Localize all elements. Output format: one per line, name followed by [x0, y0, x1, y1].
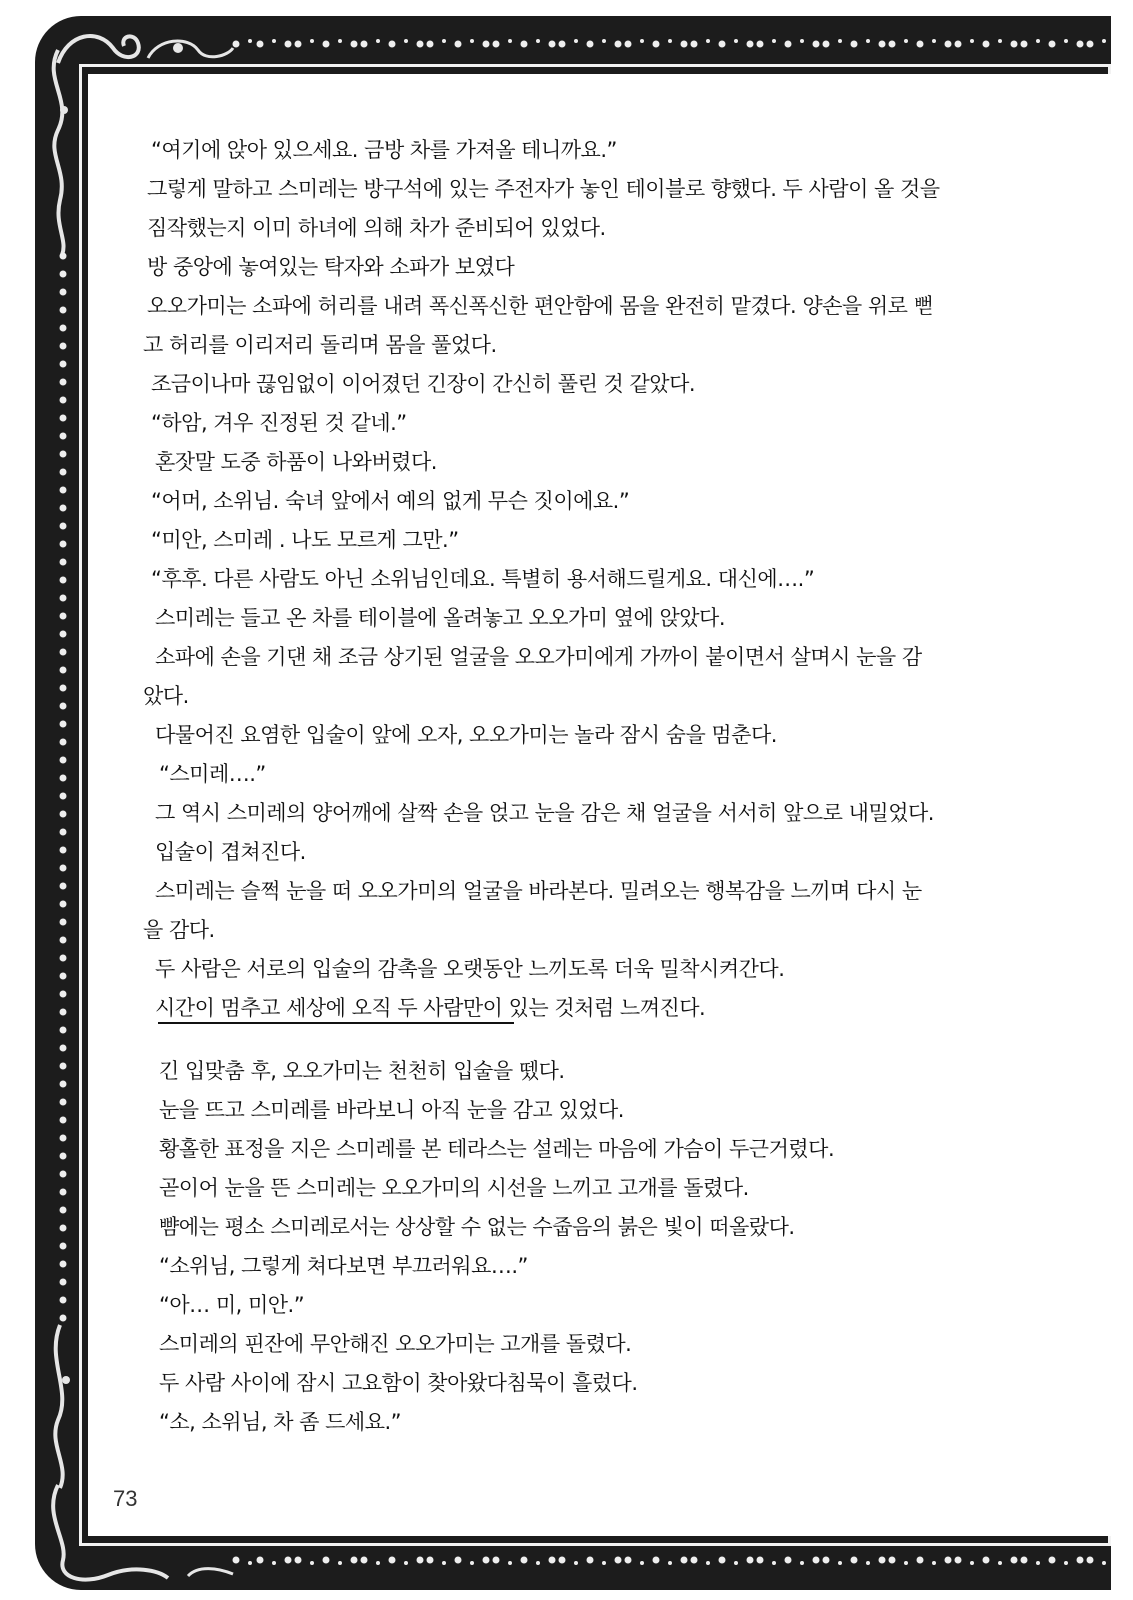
text-line: 짐작했는지 이미 하녀에 의해 차가 준비되어 있었다. — [147, 216, 606, 240]
bottom-dot-border — [230, 1552, 1110, 1568]
text-line: 았다. — [143, 684, 189, 708]
text-line: 곧이어 눈을 뜬 스미레는 오오가미의 시선을 느끼고 고개를 돌렸다. — [159, 1176, 749, 1200]
text-line: “아… 미, 미안.” — [159, 1293, 305, 1317]
left-dot-border — [55, 250, 71, 1330]
text-line: 조금이나마 끊임없이 이어졌던 긴장이 간신히 풀린 것 같았다. — [151, 372, 696, 396]
text-line: 스미레의 핀잔에 무안해진 오오가미는 고개를 돌렸다. — [159, 1332, 632, 1356]
text-line: 혼잣말 도중 하품이 나와버렸다. — [155, 450, 437, 474]
corner-flourish-left-bottom — [38, 1320, 80, 1490]
text-line: 오오가미는 소파에 허리를 내려 폭신폭신한 편안함에 몸을 완전히 맡겼다. 양손을 위로 뻗 — [147, 294, 934, 318]
text-line: 방 중앙에 놓여있는 탁자와 소파가 보였다 — [147, 255, 515, 279]
text-line: 스미레는 들고 온 차를 테이블에 올려놓고 오오가미 옆에 앉았다. — [155, 606, 726, 630]
text-line: “후후. 다른 사람도 아닌 소위님인데요. 특별히 용서해드릴게요. 대신에….” — [151, 567, 815, 591]
text-line: 그 역시 스미레의 양어깨에 살짝 손을 얹고 눈을 감은 채 얼굴을 서서히 앞으로 내밀었다. — [155, 801, 934, 825]
text-line: 시간이 멈추고 세상에 오직 두 사람만이 있는 것처럼 느껴진다. — [155, 996, 706, 1020]
text-line: “미안, 스미레 . 나도 모르게 그만.” — [151, 528, 459, 552]
text-line: 그렇게 말하고 스미레는 방구석에 있는 주전자가 놓인 테이블로 향했다. 두 사람이 올 것을 — [147, 177, 940, 201]
text-line: 황홀한 표정을 지은 스미레를 본 테라스는 설레는 마음에 가슴이 두근거렸다. — [159, 1137, 835, 1161]
text-line: 뺨에는 평소 스미레로서는 상상할 수 없는 수줍음의 붉은 빛이 떠올랐다. — [159, 1215, 795, 1239]
text-line: “스미레….” — [159, 762, 266, 786]
text-line: 입술이 겹쳐진다. — [155, 840, 306, 864]
text-line: 고 허리를 이리저리 돌리며 몸을 풀었다. — [143, 333, 497, 357]
text-line: “소위님, 그렇게 쳐다보면 부끄러워요….” — [159, 1254, 528, 1278]
text-line: “하암, 겨우 진정된 것 같네.” — [151, 411, 407, 435]
text-line: 스미레는 슬쩍 눈을 떠 오오가미의 얼굴을 바라본다. 밀려오는 행복감을 느끼며 다시 눈 — [155, 879, 922, 903]
text-line: 소파에 손을 기댄 채 조금 상기된 얼굴을 오오가미에게 가까이 붙이면서 살며시 눈을 감 — [155, 645, 922, 669]
text-line: 을 감다. — [143, 918, 215, 942]
text-line: “어머, 소위님. 숙녀 앞에서 예의 없게 무슨 짓이에요.” — [151, 489, 630, 513]
section-divider — [158, 1022, 514, 1024]
text-line: 긴 입맞춤 후, 오오가미는 천천히 입술을 뗐다. — [159, 1059, 565, 1083]
text-line: “소, 소위님, 차 좀 드세요.” — [159, 1410, 402, 1434]
text-line: 눈을 뜨고 스미레를 바라보니 아직 눈을 감고 있었다. — [159, 1098, 624, 1122]
page-number: 73 — [113, 1486, 138, 1511]
text-line: 두 사람은 서로의 입술의 감촉을 오랫동안 느끼도록 더욱 밀착시켜간다. — [155, 957, 785, 981]
corner-flourish-bottom — [38, 1480, 238, 1590]
text-line: 두 사람 사이에 잠시 고요함이 찾아왔다침묵이 흘렀다. — [159, 1371, 638, 1395]
text-line: “여기에 앉아 있으세요. 금방 차를 가져올 테니까요.” — [151, 138, 617, 162]
text-line: 다물어진 요염한 입술이 앞에 오자, 오오가미는 놀라 잠시 숨을 멈춘다. — [155, 723, 777, 747]
corner-flourish-left — [38, 40, 80, 260]
top-dot-border — [230, 36, 1110, 52]
